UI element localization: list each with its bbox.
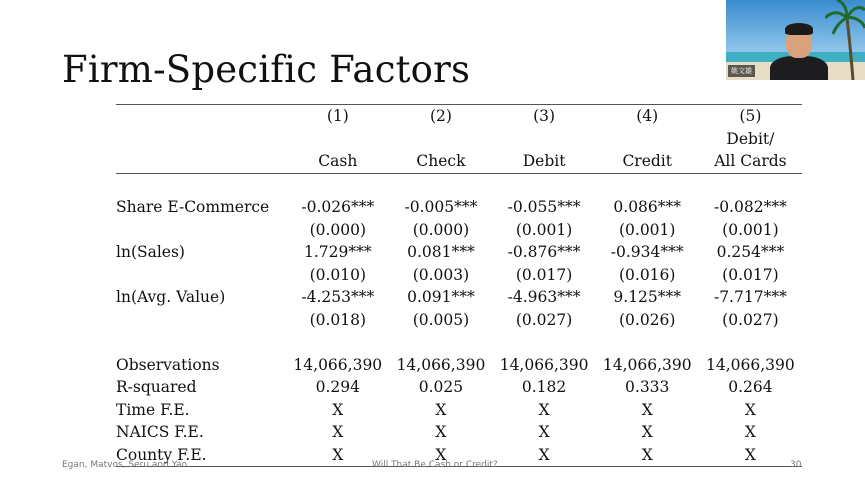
table-cell: X (435, 400, 447, 419)
spacer-row (116, 173, 802, 196)
footer-page-number: 30 (790, 460, 802, 470)
table-cell: 0.081*** (407, 243, 475, 261)
table-cell: 9.125*** (613, 288, 682, 306)
table-cell: (0.001) (515, 220, 573, 239)
table-cell: (3) (493, 105, 596, 128)
table-cell: 14,066,390 (396, 355, 486, 374)
table-cell: (0.017) (722, 265, 779, 284)
table-cell (286, 128, 389, 151)
table-cell: (0.010) (309, 265, 367, 284)
row-label: Observations (116, 355, 220, 374)
footer-paper-title: Will That Be Cash or Credit? (372, 460, 498, 470)
row-label: County F.E. (116, 444, 286, 467)
table-cell: 14,066,390 (293, 355, 383, 374)
table-cell: -0.005*** (404, 198, 478, 216)
table-cell (493, 128, 596, 151)
table-cell: (0.005) (412, 310, 470, 329)
row-label: NAICS F.E. (116, 423, 204, 441)
header-row-numbers (116, 105, 802, 128)
participant-name-label: 姚文雄 (728, 65, 755, 77)
table-cell: (4) (596, 105, 699, 128)
table-cell: X (641, 400, 653, 419)
row-label: ln(Sales) (116, 243, 185, 261)
table-cell: X (641, 423, 653, 441)
table-cell: X (538, 400, 550, 419)
table-cell: X (332, 400, 344, 419)
table-cell: Credit (596, 150, 699, 173)
table-cell: -4.963*** (507, 288, 581, 306)
row-label (116, 331, 286, 354)
table-cell: -4.253*** (301, 288, 375, 306)
table-cell: 14,066,390 (602, 355, 692, 374)
table-cell: -7.717*** (713, 288, 787, 306)
row-label (116, 219, 286, 242)
row-label (116, 128, 286, 151)
table-cell: 1.729*** (303, 243, 372, 261)
table-cell: (0.016) (618, 265, 676, 284)
table-cell: -0.876*** (507, 243, 581, 261)
table-cell: (5) (699, 105, 802, 128)
table-cell: (0.001) (722, 220, 779, 239)
std-error-row (116, 309, 802, 332)
table-cell: 0.333 (625, 378, 670, 396)
regression-table (116, 104, 802, 467)
table-cell: (0.017) (515, 265, 573, 284)
table-cell: X (744, 400, 756, 419)
coefficient-row (116, 286, 802, 309)
table-cell: X (286, 444, 389, 467)
table-cell: (0.026) (618, 310, 676, 329)
table-cell (596, 128, 699, 151)
table-cell: (0.027) (722, 310, 779, 329)
table-cell: Debit (493, 150, 596, 173)
footer-authors: Egan, Matvos, Seru and Yao (62, 460, 187, 470)
row-label (116, 105, 286, 128)
table-cell: 14,066,390 (706, 355, 795, 374)
row-label: R-squared (116, 378, 197, 396)
table-cell: (0.027) (515, 310, 573, 329)
stat-row (116, 421, 802, 444)
table-cell: 14,066,390 (499, 355, 589, 374)
row-label: Share E-Commerce (116, 198, 270, 216)
table-cell: 0.254*** (716, 243, 785, 261)
table-cell (389, 128, 492, 151)
table-cell: X (596, 444, 699, 467)
header-row-names-line2 (116, 150, 802, 173)
table-cell: Check (389, 150, 492, 173)
palm-tree-icon (825, 0, 865, 80)
row-label (116, 264, 286, 287)
table-cell: Cash (286, 150, 389, 173)
table-cell: (2) (389, 105, 492, 128)
webcam-person-hair (785, 23, 813, 35)
table-cell: X (538, 423, 550, 441)
table-cell: (0.000) (309, 220, 367, 239)
table-cell: (0.000) (412, 220, 470, 239)
table-cell: 0.294 (315, 378, 360, 396)
table-cell: 0.086*** (613, 198, 682, 216)
table-cell: -0.026*** (301, 198, 375, 216)
table-cell: -0.055*** (507, 198, 581, 216)
row-label (116, 150, 286, 173)
table-cell: X (699, 444, 802, 467)
table-cell: X (744, 423, 756, 441)
table-cell: X (435, 423, 447, 441)
table-cell: 0.182 (521, 378, 567, 396)
table-cell: X (332, 423, 344, 441)
coefficient-row (116, 196, 802, 219)
row-label: Time F.E. (116, 400, 190, 419)
table-cell: All Cards (699, 150, 802, 173)
table-cell: Debit/ (726, 129, 775, 148)
table-cell: -0.934*** (610, 243, 684, 261)
table-cell: X (493, 444, 596, 467)
std-error-row (116, 264, 802, 287)
coefficient-row (116, 241, 802, 264)
row-label (116, 309, 286, 332)
stat-row (116, 354, 802, 377)
row-label: ln(Avg. Value) (116, 288, 226, 306)
slide-title: Firm-Specific Factors (62, 48, 471, 91)
table-cell: -0.082*** (713, 198, 787, 216)
table-cell: (0.003) (412, 265, 470, 284)
table-cell: (0.018) (309, 310, 367, 329)
header-row-names-line1 (116, 128, 802, 151)
table-cell: (0.001) (618, 220, 676, 239)
table-cell: 0.091*** (407, 288, 475, 306)
stat-row (116, 376, 802, 399)
table-cell: 0.025 (418, 378, 464, 396)
webcam-video-thumbnail[interactable] (726, 0, 865, 80)
table-cell: 0.264 (728, 378, 773, 396)
stat-row (116, 399, 802, 422)
table-cell: X (389, 444, 492, 467)
spacer-row (116, 331, 802, 354)
webcam-person-body (770, 56, 828, 80)
table-cell: (1) (286, 105, 389, 128)
std-error-row (116, 219, 802, 242)
row-label (116, 173, 286, 196)
